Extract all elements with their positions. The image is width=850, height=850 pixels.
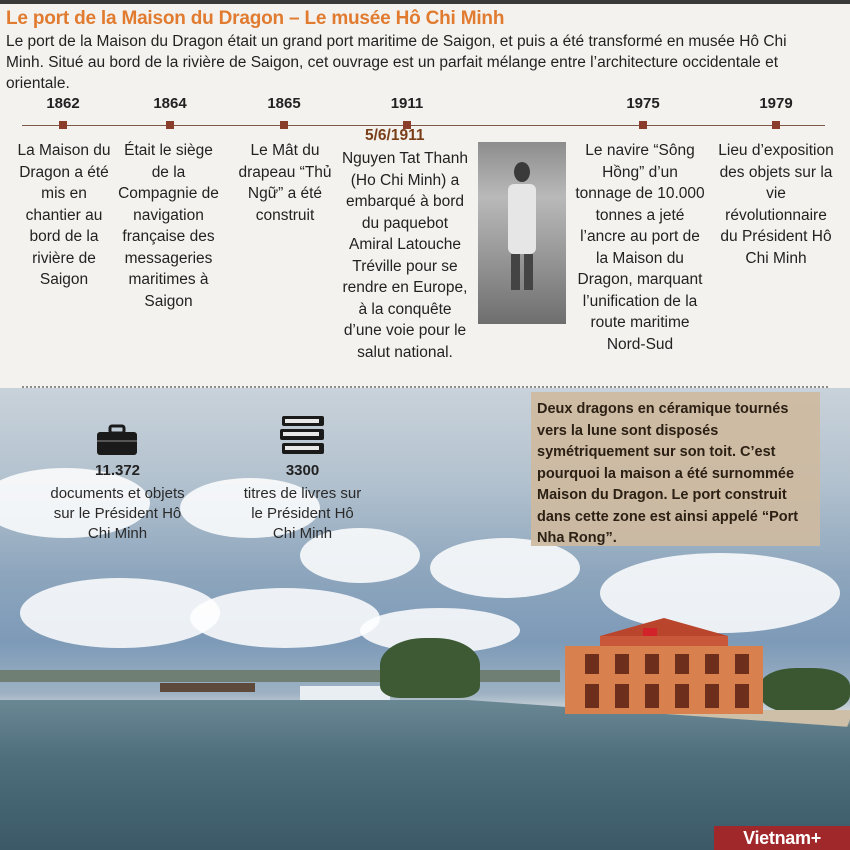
- timeline-marker: [639, 121, 647, 129]
- cloud: [190, 588, 380, 648]
- stat-number: 3300: [285, 462, 320, 479]
- museum-building: [555, 616, 773, 714]
- info-callout: [531, 392, 820, 546]
- timeline-year: 1865: [267, 95, 301, 112]
- timeline-line: [22, 125, 825, 126]
- logo-text: Vietnam+: [743, 827, 821, 848]
- trees: [760, 668, 850, 713]
- page-title: Le port de la Maison du Dragon – Le musée Hô Chi Minh: [6, 8, 505, 29]
- top-bar: [0, 0, 850, 4]
- timeline-year: 1864: [153, 95, 187, 112]
- timeline-marker: [59, 121, 67, 129]
- stat-description: documents et objets sur le Président Hô Chi Minh: [50, 485, 185, 542]
- barge: [160, 683, 255, 692]
- timeline-marker: [280, 121, 288, 129]
- timeline-marker: [166, 121, 174, 129]
- timeline-event: Le navire “Sông Hồng” d’un tonnage de 10.000 tonnes a jeté l’ancre au port de la Maison du Dragon, marquant l’unification de la route maritime Nord-Sud: [575, 142, 705, 353]
- timeline-event: Nguyen Tat Thanh (Ho Chi Minh) a embarqué à bord du paquebot Amiral Latouche Tréville pour se rendre en Europe, à la conquête d’une voie pour le salut national.: [341, 150, 469, 361]
- historic-photo: [478, 142, 566, 324]
- books-icon: [279, 414, 327, 456]
- boat: [300, 686, 390, 700]
- intro-paragraph: Le port de la Maison du Dragon était un grand port maritime de Saigon, et puis a été transformé en musée Hô Chi Minh. Situé au bord de la rivière de Saigon, cet ouvrage est un parfait mélange entre l’architecture occidentale et orientale.: [6, 33, 787, 92]
- info-callout-text: Deux dragons en céramique tournés vers la lune sont disposés symétriquement sur son toit. C’est pourquoi la maison a été surnommée Maison du Dragon. Le port construit dans cette zone est ainsi appelé “Port Nha Rong”.: [537, 401, 799, 546]
- briefcase-icon: [96, 424, 138, 456]
- stat-description: titres de livres sur le Président Hô Chi Minh: [243, 485, 362, 542]
- vietnamplus-logo: [714, 826, 850, 850]
- stat-number: 11.372: [94, 462, 141, 479]
- timeline-year: 1911: [390, 95, 424, 112]
- timeline-year: 1975: [626, 95, 660, 112]
- timeline-marker: [772, 121, 780, 129]
- timeline-event: Le Mât du drapeau “Thủ Ngữ” a été construit: [238, 142, 332, 224]
- timeline-event: La Maison du Dragon a été mis en chantier au bord de la rivière de Saigon: [17, 142, 111, 288]
- timeline-event: Lieu d’exposition des objets sur la vie révolutionnaire du Président Hô Chi Minh: [718, 142, 834, 267]
- trees: [380, 638, 480, 698]
- timeline-event: Était le siège de la Compagnie de navigation française des messageries maritimes à Saigon: [118, 142, 219, 310]
- timeline-subdate: 5/6/1911: [365, 127, 425, 144]
- portrait-figure: [502, 160, 542, 300]
- timeline-year: 1979: [759, 95, 793, 112]
- timeline-year: 1862: [46, 95, 80, 112]
